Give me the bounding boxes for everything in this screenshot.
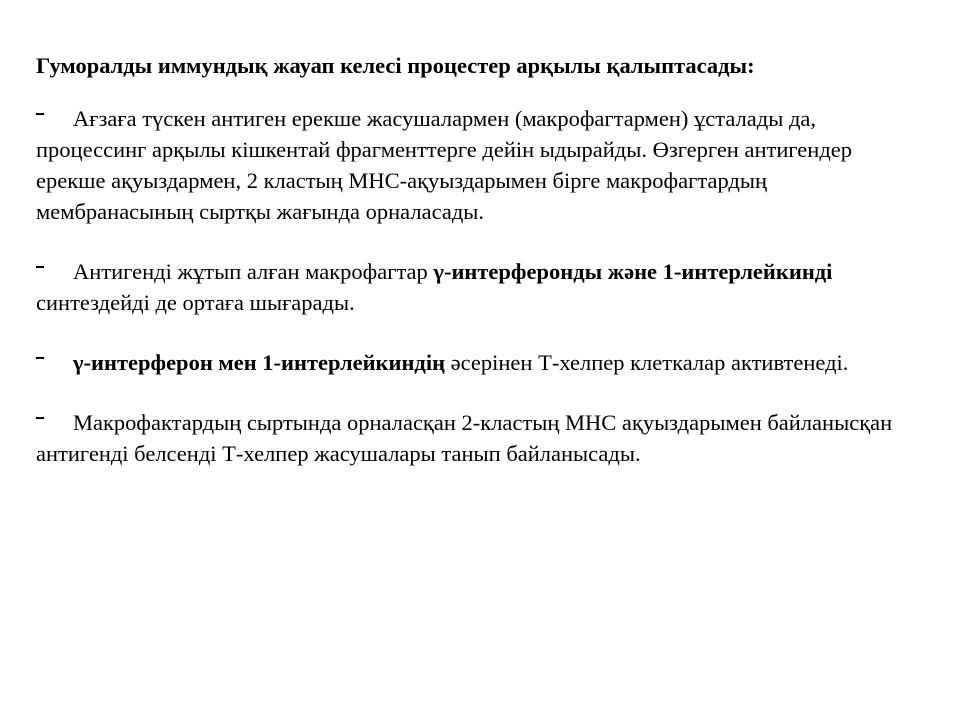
- slide-heading: Гуморалды иммундық жауап келесі процестер арқылы қалыптасады:: [36, 53, 755, 78]
- dash-bullet-icon: [36, 96, 73, 127]
- item-text-tail: әсерінен Т-хелпер клеткалар активтенеді.: [445, 350, 849, 375]
- list-item: [36, 256, 926, 318]
- list-item: [36, 103, 926, 227]
- dash-bullet-icon: [36, 249, 73, 280]
- item-bold-text: γ-интерферон мен 1-интерлейкиндің: [73, 350, 446, 375]
- item-text: Ағзаға түскен антиген ерекше жасушалармен (макрофагтармен) ұсталады да, процессинг арқылы кішкентай фрагменттерге дейін ыдырайды. Өзгерген антигендер ерекше ақуыздармен, 2 кластың МНС-ақуыздарымен бірге макрофагтардың мембранасының сыртқы жағында орналасады.: [36, 106, 853, 224]
- item-text: Антигенді жұтып алған макрофагтар: [73, 259, 434, 284]
- item-text: Макрофактардың сыртында орналасқан 2-кластың МНС ақуыздарымен байланысқан антигенді белсенді Т-хелпер жасушалары танып байланысады.: [36, 410, 893, 466]
- item-bold-text: γ-интерферонды және 1-интерлейкинді: [433, 259, 833, 284]
- dash-bullet-icon: [36, 340, 73, 371]
- list-item: [36, 347, 926, 378]
- item-text-tail: синтездейді де ортаға шығарады.: [36, 290, 355, 315]
- dash-bullet-icon: [36, 400, 73, 431]
- list-item: [36, 407, 926, 469]
- slide-content: [36, 50, 926, 498]
